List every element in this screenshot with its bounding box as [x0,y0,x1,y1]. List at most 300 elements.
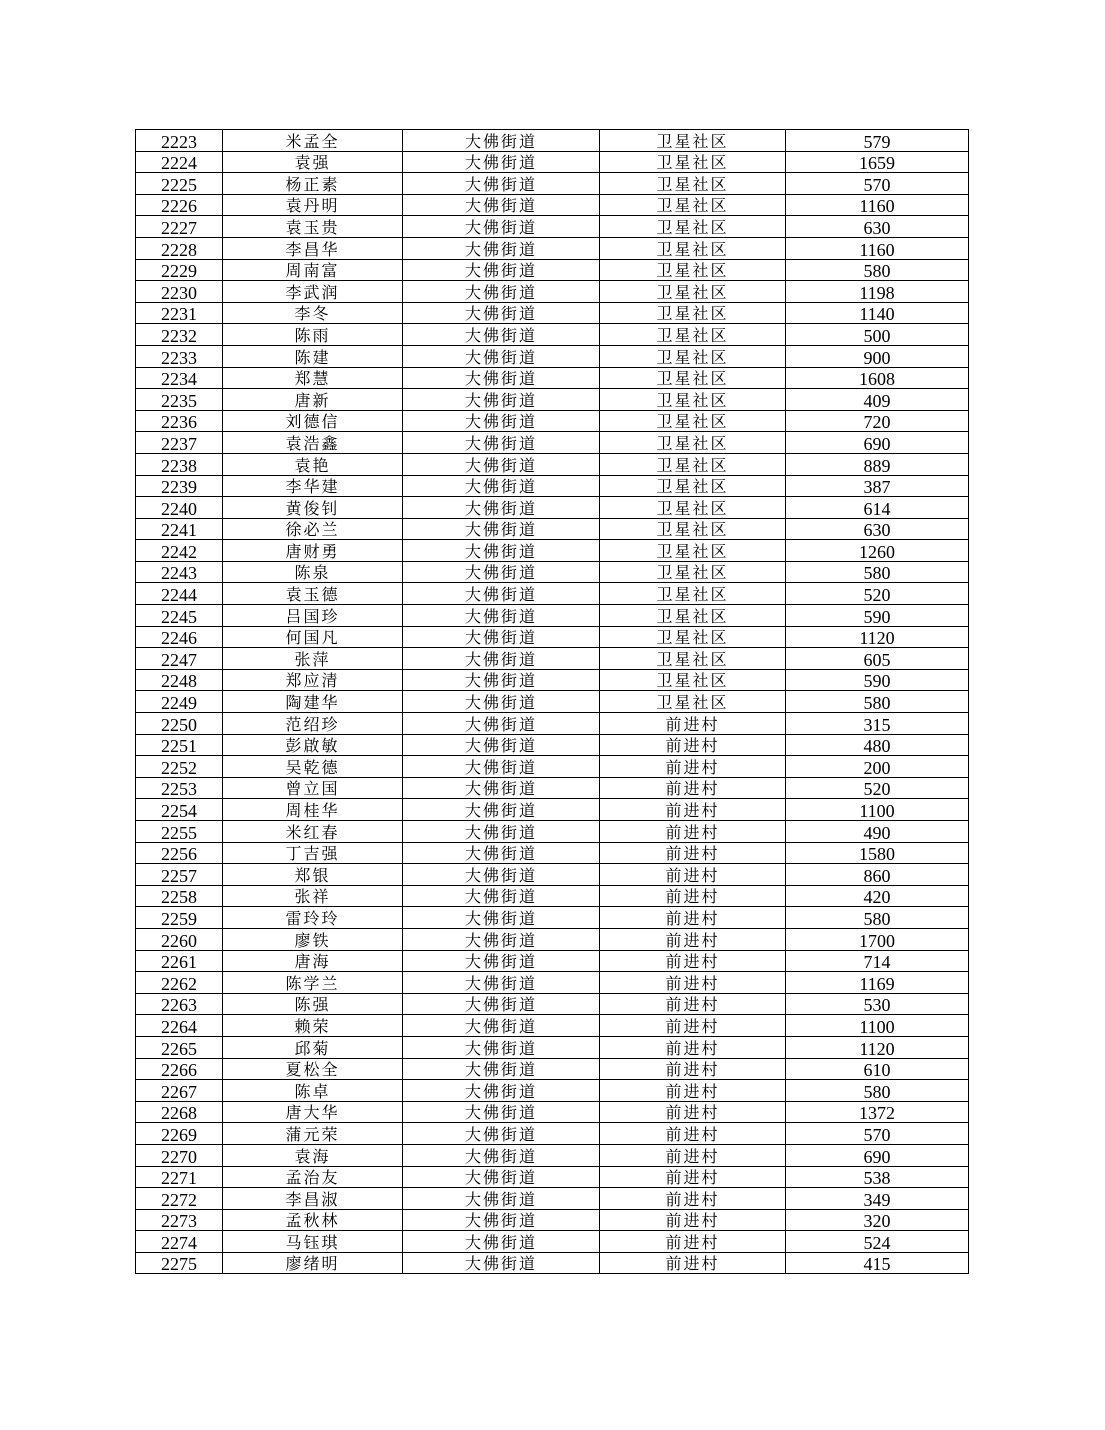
street-cell: 大佛街道 [403,237,600,259]
name-cell: 廖铁 [223,928,403,950]
row-id-cell: 2233 [136,345,223,367]
amount-cell: 490 [786,821,969,843]
row-id-cell: 2270 [136,1144,223,1166]
name-cell: 郑慧 [223,367,403,389]
table-row [136,151,969,173]
name-cell: 唐新 [223,389,403,411]
row-id-cell: 2255 [136,821,223,843]
row-id-cell: 2236 [136,410,223,432]
name-cell: 周南富 [223,259,403,281]
row-id-cell: 2264 [136,1015,223,1037]
amount-cell: 580 [786,907,969,929]
community-cell: 前进村 [600,1231,786,1253]
street-cell: 大佛街道 [403,885,600,907]
table-row [136,777,969,799]
street-cell: 大佛街道 [403,1252,600,1274]
row-id-cell: 2241 [136,518,223,540]
table-row [136,1144,969,1166]
community-cell: 前进村 [600,734,786,756]
community-cell: 卫星社区 [600,453,786,475]
street-cell: 大佛街道 [403,1231,600,1253]
amount-cell: 614 [786,497,969,519]
street-cell: 大佛街道 [403,518,600,540]
table-row [136,605,969,627]
amount-cell: 580 [786,561,969,583]
amount-cell: 320 [786,1209,969,1231]
row-id-cell: 2228 [136,237,223,259]
street-cell: 大佛街道 [403,453,600,475]
community-cell: 前进村 [600,885,786,907]
name-cell: 郑银 [223,864,403,886]
row-id-cell: 2240 [136,497,223,519]
community-cell: 卫星社区 [600,151,786,173]
name-cell: 孟治友 [223,1166,403,1188]
community-cell: 卫星社区 [600,216,786,238]
row-id-cell: 2254 [136,799,223,821]
street-cell: 大佛街道 [403,1101,600,1123]
street-cell: 大佛街道 [403,907,600,929]
amount-cell: 900 [786,345,969,367]
table-row [136,1123,969,1145]
table-row [136,864,969,886]
name-cell: 曾立国 [223,777,403,799]
name-cell: 彭啟敏 [223,734,403,756]
amount-cell: 590 [786,605,969,627]
amount-cell: 1580 [786,842,969,864]
row-id-cell: 2232 [136,324,223,346]
row-id-cell: 2275 [136,1252,223,1274]
amount-cell: 570 [786,173,969,195]
table-row [136,389,969,411]
name-cell: 李武润 [223,281,403,303]
amount-cell: 630 [786,216,969,238]
amount-cell: 690 [786,432,969,454]
name-cell: 周桂华 [223,799,403,821]
amount-cell: 409 [786,389,969,411]
amount-cell: 520 [786,583,969,605]
row-id-cell: 2261 [136,950,223,972]
name-cell: 李昌华 [223,237,403,259]
name-cell: 黄俊钊 [223,497,403,519]
community-cell: 卫星社区 [600,324,786,346]
street-cell: 大佛街道 [403,950,600,972]
community-cell: 卫星社区 [600,367,786,389]
name-cell: 袁艳 [223,453,403,475]
roster-table [135,129,969,1274]
community-cell: 前进村 [600,1123,786,1145]
street-cell: 大佛街道 [403,389,600,411]
row-id-cell: 2234 [136,367,223,389]
row-id-cell: 2224 [136,151,223,173]
amount-cell: 1100 [786,799,969,821]
street-cell: 大佛街道 [403,1166,600,1188]
row-id-cell: 2271 [136,1166,223,1188]
street-cell: 大佛街道 [403,367,600,389]
community-cell: 卫星社区 [600,518,786,540]
row-id-cell: 2262 [136,972,223,994]
amount-cell: 714 [786,950,969,972]
amount-cell: 538 [786,1166,969,1188]
table-row [136,1101,969,1123]
street-cell: 大佛街道 [403,648,600,670]
name-cell: 陈建 [223,345,403,367]
community-cell: 卫星社区 [600,626,786,648]
table-row [136,885,969,907]
community-cell: 前进村 [600,907,786,929]
street-cell: 大佛街道 [403,216,600,238]
table-row [136,713,969,735]
amount-cell: 1169 [786,972,969,994]
community-cell: 卫星社区 [600,561,786,583]
table-row [136,1036,969,1058]
row-id-cell: 2231 [136,302,223,324]
street-cell: 大佛街道 [403,669,600,691]
name-cell: 李华建 [223,475,403,497]
community-cell: 卫星社区 [600,173,786,195]
amount-cell: 1120 [786,1036,969,1058]
street-cell: 大佛街道 [403,497,600,519]
name-cell: 米红春 [223,821,403,843]
table-row [136,756,969,778]
table-row [136,972,969,994]
row-id-cell: 2238 [136,453,223,475]
name-cell: 李昌淑 [223,1188,403,1210]
street-cell: 大佛街道 [403,410,600,432]
community-cell: 前进村 [600,1209,786,1231]
community-cell: 卫星社区 [600,432,786,454]
community-cell: 卫星社区 [600,669,786,691]
row-id-cell: 2226 [136,194,223,216]
street-cell: 大佛街道 [403,432,600,454]
name-cell: 吴乾德 [223,756,403,778]
table-row [136,432,969,454]
row-id-cell: 2249 [136,691,223,713]
community-cell: 前进村 [600,799,786,821]
name-cell: 郑应清 [223,669,403,691]
name-cell: 唐大华 [223,1101,403,1123]
table-row [136,540,969,562]
row-id-cell: 2268 [136,1101,223,1123]
street-cell: 大佛街道 [403,561,600,583]
amount-cell: 580 [786,691,969,713]
community-cell: 前进村 [600,1036,786,1058]
name-cell: 范绍珍 [223,713,403,735]
name-cell: 陶建华 [223,691,403,713]
table-row [136,1015,969,1037]
street-cell: 大佛街道 [403,605,600,627]
street-cell: 大佛街道 [403,173,600,195]
row-id-cell: 2245 [136,605,223,627]
street-cell: 大佛街道 [403,928,600,950]
name-cell: 陈卓 [223,1080,403,1102]
community-cell: 前进村 [600,1166,786,1188]
table-row [136,237,969,259]
name-cell: 袁强 [223,151,403,173]
street-cell: 大佛街道 [403,1209,600,1231]
amount-cell: 1198 [786,281,969,303]
amount-cell: 889 [786,453,969,475]
name-cell: 袁丹明 [223,194,403,216]
table-row [136,173,969,195]
community-cell: 前进村 [600,972,786,994]
table-row [136,410,969,432]
table-row [136,194,969,216]
community-cell: 前进村 [600,777,786,799]
street-cell: 大佛街道 [403,475,600,497]
row-id-cell: 2256 [136,842,223,864]
amount-cell: 580 [786,1080,969,1102]
table-row [136,734,969,756]
community-cell: 前进村 [600,821,786,843]
community-cell: 前进村 [600,1015,786,1037]
community-cell: 卫星社区 [600,302,786,324]
row-id-cell: 2230 [136,281,223,303]
amount-cell: 1372 [786,1101,969,1123]
row-id-cell: 2258 [136,885,223,907]
amount-cell: 1608 [786,367,969,389]
amount-cell: 570 [786,1123,969,1145]
amount-cell: 415 [786,1252,969,1274]
community-cell: 前进村 [600,950,786,972]
amount-cell: 1260 [786,540,969,562]
street-cell: 大佛街道 [403,756,600,778]
table-row [136,561,969,583]
name-cell: 李冬 [223,302,403,324]
row-id-cell: 2239 [136,475,223,497]
name-cell: 张祥 [223,885,403,907]
name-cell: 吕国珍 [223,605,403,627]
community-cell: 前进村 [600,993,786,1015]
community-cell: 卫星社区 [600,583,786,605]
community-cell: 前进村 [600,1144,786,1166]
community-cell: 卫星社区 [600,410,786,432]
name-cell: 夏松全 [223,1058,403,1080]
street-cell: 大佛街道 [403,281,600,303]
row-id-cell: 2246 [136,626,223,648]
name-cell: 米孟全 [223,130,403,152]
street-cell: 大佛街道 [403,993,600,1015]
community-cell: 前进村 [600,864,786,886]
name-cell: 雷玲玲 [223,907,403,929]
street-cell: 大佛街道 [403,540,600,562]
street-cell: 大佛街道 [403,713,600,735]
community-cell: 卫星社区 [600,605,786,627]
row-id-cell: 2265 [136,1036,223,1058]
table-row [136,1188,969,1210]
name-cell: 袁玉德 [223,583,403,605]
street-cell: 大佛街道 [403,777,600,799]
table-row [136,928,969,950]
table-row [136,842,969,864]
table-row [136,453,969,475]
amount-cell: 349 [786,1188,969,1210]
table-row [136,345,969,367]
table-row [136,1058,969,1080]
amount-cell: 605 [786,648,969,670]
table-row [136,648,969,670]
amount-cell: 520 [786,777,969,799]
amount-cell: 530 [786,993,969,1015]
name-cell: 丁吉强 [223,842,403,864]
row-id-cell: 2272 [136,1188,223,1210]
street-cell: 大佛街道 [403,972,600,994]
street-cell: 大佛街道 [403,302,600,324]
row-id-cell: 2259 [136,907,223,929]
street-cell: 大佛街道 [403,691,600,713]
row-id-cell: 2251 [136,734,223,756]
name-cell: 邱菊 [223,1036,403,1058]
street-cell: 大佛街道 [403,130,600,152]
row-id-cell: 2274 [136,1231,223,1253]
amount-cell: 315 [786,713,969,735]
name-cell: 袁玉贵 [223,216,403,238]
street-cell: 大佛街道 [403,194,600,216]
table-row [136,367,969,389]
street-cell: 大佛街道 [403,345,600,367]
table-row [136,669,969,691]
street-cell: 大佛街道 [403,1036,600,1058]
table-row [136,583,969,605]
community-cell: 前进村 [600,842,786,864]
name-cell: 张萍 [223,648,403,670]
street-cell: 大佛街道 [403,259,600,281]
amount-cell: 500 [786,324,969,346]
table-row [136,324,969,346]
street-cell: 大佛街道 [403,734,600,756]
community-cell: 卫星社区 [600,497,786,519]
amount-cell: 579 [786,130,969,152]
community-cell: 前进村 [600,1101,786,1123]
community-cell: 卫星社区 [600,475,786,497]
street-cell: 大佛街道 [403,1015,600,1037]
row-id-cell: 2253 [136,777,223,799]
table-row [136,993,969,1015]
row-id-cell: 2252 [136,756,223,778]
street-cell: 大佛街道 [403,1058,600,1080]
street-cell: 大佛街道 [403,1080,600,1102]
name-cell: 蒲元荣 [223,1123,403,1145]
amount-cell: 1120 [786,626,969,648]
community-cell: 前进村 [600,1188,786,1210]
community-cell: 卫星社区 [600,194,786,216]
table-row [136,799,969,821]
amount-cell: 1160 [786,194,969,216]
table-row [136,475,969,497]
name-cell: 袁海 [223,1144,403,1166]
community-cell: 前进村 [600,928,786,950]
name-cell: 袁浩鑫 [223,432,403,454]
community-cell: 卫星社区 [600,540,786,562]
amount-cell: 420 [786,885,969,907]
street-cell: 大佛街道 [403,842,600,864]
amount-cell: 590 [786,669,969,691]
name-cell: 杨正素 [223,173,403,195]
amount-cell: 1100 [786,1015,969,1037]
row-id-cell: 2266 [136,1058,223,1080]
row-id-cell: 2273 [136,1209,223,1231]
community-cell: 卫星社区 [600,237,786,259]
table-row [136,302,969,324]
community-cell: 前进村 [600,1058,786,1080]
row-id-cell: 2237 [136,432,223,454]
name-cell: 唐财勇 [223,540,403,562]
table-row [136,1166,969,1188]
table-row [136,518,969,540]
table-row [136,626,969,648]
row-id-cell: 2235 [136,389,223,411]
street-cell: 大佛街道 [403,1123,600,1145]
name-cell: 赖荣 [223,1015,403,1037]
name-cell: 廖绪明 [223,1252,403,1274]
amount-cell: 480 [786,734,969,756]
table-row [136,281,969,303]
name-cell: 刘德信 [223,410,403,432]
amount-cell: 200 [786,756,969,778]
row-id-cell: 2244 [136,583,223,605]
row-id-cell: 2227 [136,216,223,238]
amount-cell: 1700 [786,928,969,950]
row-id-cell: 2243 [136,561,223,583]
street-cell: 大佛街道 [403,151,600,173]
row-id-cell: 2223 [136,130,223,152]
amount-cell: 630 [786,518,969,540]
name-cell: 陈学兰 [223,972,403,994]
table-row [136,1252,969,1274]
row-id-cell: 2260 [136,928,223,950]
street-cell: 大佛街道 [403,583,600,605]
community-cell: 卫星社区 [600,389,786,411]
amount-cell: 387 [786,475,969,497]
row-id-cell: 2248 [136,669,223,691]
community-cell: 卫星社区 [600,345,786,367]
name-cell: 陈雨 [223,324,403,346]
row-id-cell: 2242 [136,540,223,562]
community-cell: 卫星社区 [600,691,786,713]
table-row [136,1080,969,1102]
community-cell: 卫星社区 [600,130,786,152]
table-row [136,821,969,843]
table-row [136,497,969,519]
amount-cell: 610 [786,1058,969,1080]
amount-cell: 524 [786,1231,969,1253]
row-id-cell: 2269 [136,1123,223,1145]
amount-cell: 690 [786,1144,969,1166]
row-id-cell: 2225 [136,173,223,195]
table-row [136,1209,969,1231]
row-id-cell: 2257 [136,864,223,886]
community-cell: 卫星社区 [600,648,786,670]
street-cell: 大佛街道 [403,821,600,843]
row-id-cell: 2229 [136,259,223,281]
name-cell: 何国凡 [223,626,403,648]
row-id-cell: 2250 [136,713,223,735]
community-cell: 前进村 [600,1252,786,1274]
amount-cell: 580 [786,259,969,281]
street-cell: 大佛街道 [403,324,600,346]
amount-cell: 1140 [786,302,969,324]
street-cell: 大佛街道 [403,864,600,886]
amount-cell: 1160 [786,237,969,259]
table-row [136,691,969,713]
name-cell: 徐必兰 [223,518,403,540]
amount-cell: 860 [786,864,969,886]
street-cell: 大佛街道 [403,799,600,821]
table-row [136,130,969,152]
name-cell: 唐海 [223,950,403,972]
name-cell: 孟秋林 [223,1209,403,1231]
name-cell: 马钰琪 [223,1231,403,1253]
name-cell: 陈泉 [223,561,403,583]
